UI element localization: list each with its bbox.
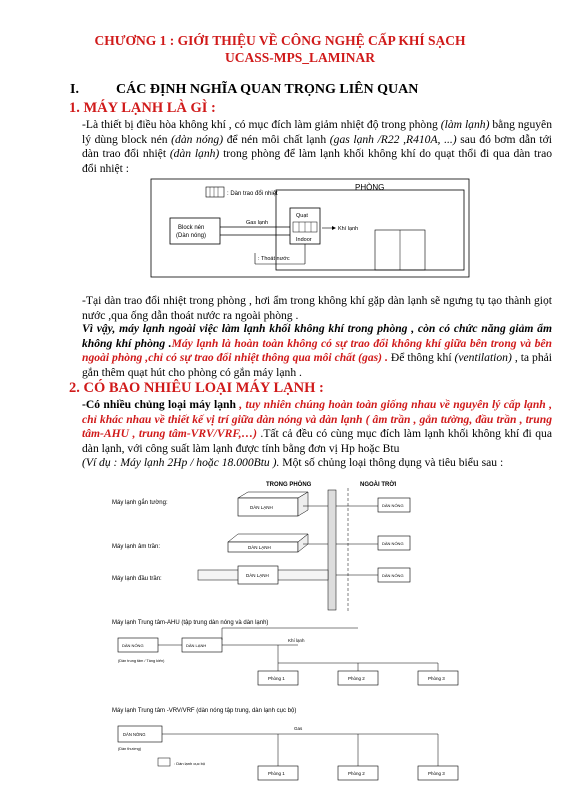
cold-air-label: Khí lạnh	[338, 226, 359, 232]
exchanger-icon	[206, 187, 224, 197]
svg-text:DÀN LẠNH: DÀN LẠNH	[248, 545, 271, 550]
svg-text:Phòng 1: Phòng 1	[268, 771, 285, 776]
chapter-title: CHƯƠNG 1 : GIỚI THIỆU VỀ CÔNG NGHỆ CẤP KHÍ SẠCH	[94, 33, 466, 48]
wall	[328, 490, 336, 610]
heading-ac-types: 2. CÓ BAO NHIÊU LOẠI MÁY LẠNH :	[69, 380, 324, 396]
svg-text:DÀN NÓNG: DÀN NÓNG	[382, 573, 404, 578]
ahu-type-label: Máy lạnh Trung tâm-AHU (tập trung dàn nóng và dàn lạnh)	[112, 620, 269, 626]
block-label-2: (Dàn nóng)	[176, 233, 207, 239]
chapter-subtitle: UCASS-MPS_LAMINAR	[224, 50, 375, 65]
svg-text:DÀN LẠNH: DÀN LẠNH	[250, 505, 273, 510]
paragraph-types: -Có nhiều chủng loại máy lạnh , tuy nhiên chúng hoàn toàn giống nhau về nguyên lý cấp lạnh , chỉ khác nhau về thiết kế vị trí giữa dàn nóng và dàn lạnh ( âm trần , gắn tường, đầu trần , trung tâm-AHU , trung tâm-VRV/VRF,…) .Tất cả đều có cùng mục đích làm lạnh khối không khí đi qua dàn lạnh, với công suất làm lạnh được tính bằng đơn vị Hp hoặc Btu (Ví dụ : Máy lạnh 2Hp / hoặc 18.000Btu ). Một số chủng loại thông dụng và tiêu biểu sau :	[82, 398, 552, 469]
outdoor-header: NGOÀI TRỜI	[360, 482, 397, 488]
room-label: PHÒNG	[355, 183, 385, 192]
svg-text:DÀN NÓNG: DÀN NÓNG	[382, 541, 404, 546]
room-box	[276, 190, 464, 270]
ac-principle-diagram	[150, 178, 470, 278]
fan-label: Quạt	[296, 213, 308, 219]
gas-label: Gas lạnh	[246, 220, 269, 226]
svg-text:DÀN NÓNG: DÀN NÓNG	[122, 643, 144, 648]
paragraph-dehumidify: Vì vậy, máy lạnh ngoài việc làm lạnh khối không khí trong phòng , còn có chức năng giảm ẩm không khí phòng .Máy lạnh là hoàn toàn không có sự trao đổi không khí giữa bên trong và bên ngoài phòng ,chỉ có sự trao đổi nhiệt thông qua môi chất (gas) . Để thông khí (ventilation) , ta phải gắn thêm quạt hút cho phòng có gắn máy lạnh .	[82, 322, 552, 379]
svg-text:(Dàn trung tâm / Tầng kiến): (Dàn trung tâm / Tầng kiến)	[118, 659, 165, 663]
compressor-block	[170, 218, 220, 244]
section-number: I.	[70, 82, 79, 97]
section-title: CÁC ĐỊNH NGHĨA QUAN TRỌNG LIÊN QUAN	[116, 82, 419, 97]
vrv-type-label: Máy lạnh Trung tâm -VRV/VRF (dàn nóng tập trung, dàn lạnh cục bộ)	[112, 708, 297, 714]
svg-text:Phòng 2: Phòng 2	[348, 676, 365, 681]
svg-text:Phòng 3: Phòng 3	[428, 771, 445, 776]
ac-types-diagram	[98, 478, 538, 794]
paragraph-definition: -Là thiết bị điều hòa không khí , có mục đích làm giảm nhiệt độ trong phòng (làm lạnh) bằng nguyên lý dùng block nén (dàn nóng) để nén môi chất lạnh (gas lạnh /R22 ,R410A, ...) sau đó bơm dẫn tới dàn trao đổi nhiệt (dàn lạnh) trong phòng để làm lạnh khối không khí do quạt thổi đi qua dàn trao đổi nhiệt :	[82, 118, 553, 175]
ducted-type-label: Máy lạnh đầu trần:	[112, 576, 162, 582]
svg-text:(Dàn thường): (Dàn thường)	[118, 747, 141, 751]
svg-text:Phòng 1: Phòng 1	[268, 676, 285, 681]
svg-text:Gas: Gas	[294, 726, 303, 731]
svg-text:DÀN LẠNH: DÀN LẠNH	[246, 573, 269, 578]
svg-text:: Dàn lạnh cục bộ: : Dàn lạnh cục bộ	[174, 761, 206, 766]
drain-label: : Thoát nước	[258, 256, 290, 262]
section-heading	[70, 82, 418, 98]
svg-text:Phòng 2: Phòng 2	[348, 771, 365, 776]
heading-what-is-ac: 1. MÁY LẠNH LÀ GÌ :	[69, 100, 216, 116]
svg-text:Khí lạnh: Khí lạnh	[288, 638, 305, 643]
svg-text:DÀN NÓNG: DÀN NÓNG	[382, 503, 404, 508]
svg-text:DÀN LẠNH: DÀN LẠNH	[186, 643, 207, 648]
indoor-header: TRONG PHÒNG	[266, 482, 312, 488]
indoor-label: Indoor	[296, 237, 312, 243]
svg-text:DÀN NÓNG: DÀN NÓNG	[123, 732, 146, 737]
paragraph-condensation: -Tại dàn trao đổi nhiệt trong phòng , hơi ẩm trong không khí gặp dàn lạnh sẽ ngưng tụ tạo thành giọt nước ,qua ống dẫn thoát nước ra ngoài phòng .	[82, 294, 552, 322]
ceiling-type-label: Máy lạnh âm trần:	[112, 544, 161, 550]
svg-text:Phòng 3: Phòng 3	[428, 676, 445, 681]
wall-type-label: Máy lạnh gắn tường:	[112, 500, 168, 506]
block-label-1: Block nén	[178, 225, 205, 231]
exchanger-label: : Dàn trao đổi nhiệt	[227, 191, 278, 197]
